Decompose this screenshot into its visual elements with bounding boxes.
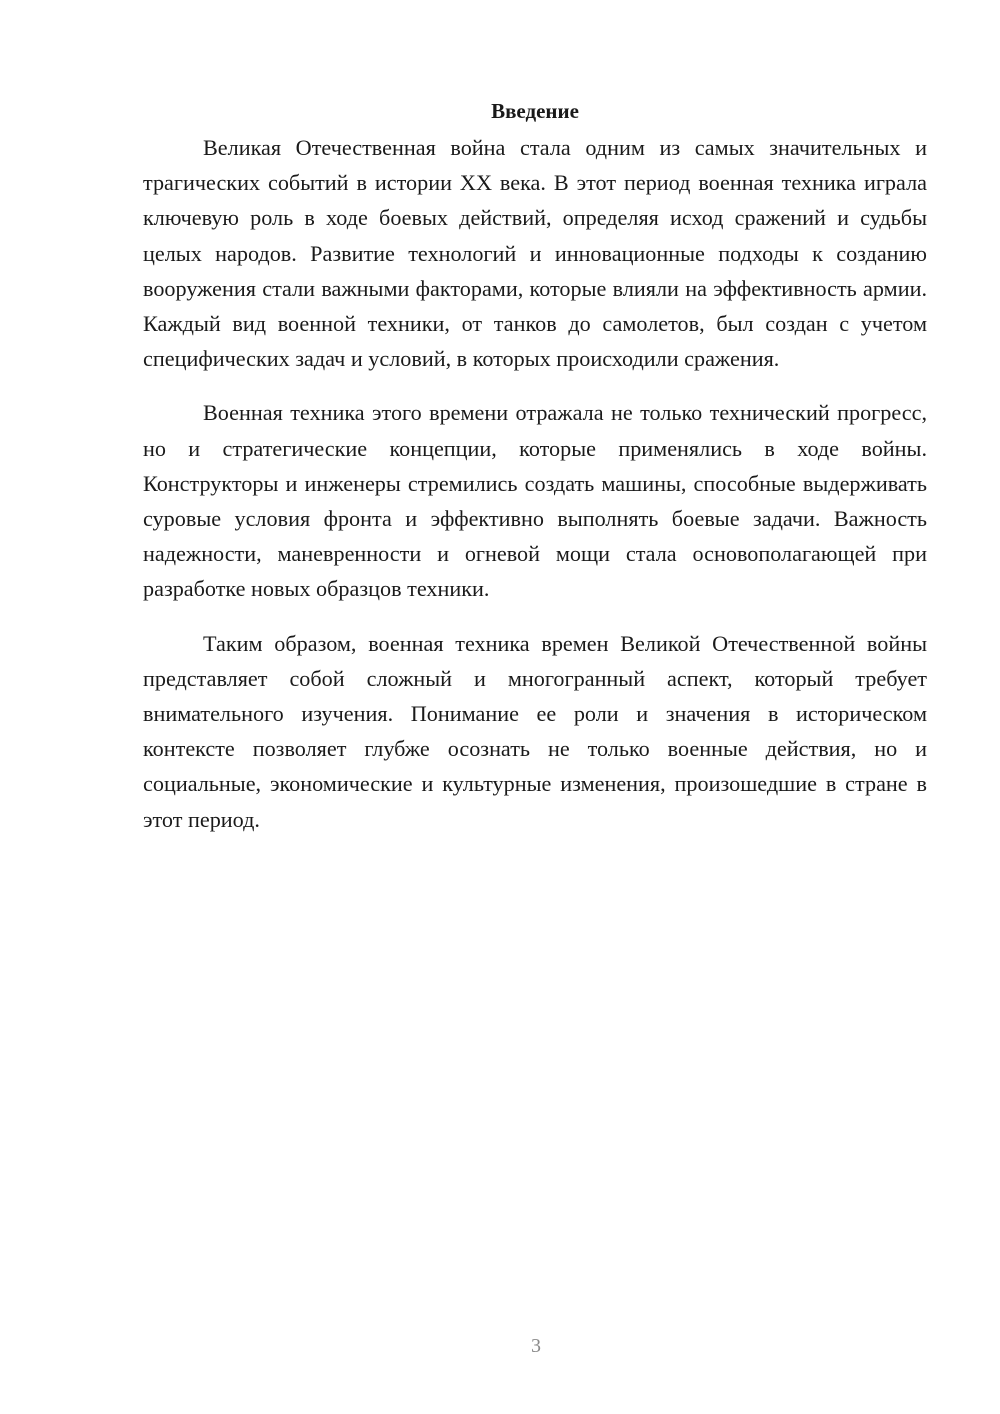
paragraph: Великая Отечественная война стала одним из самых значительных и трагических событий в истории XX века. В этот период военная техника играла ключевую роль в ходе боевых действий, определяя исход сражений и судьбы целых народов. Развитие технологий и инновационные подходы к созданию вооружения стали важными факторами, которые влияли на эффективность армии. Каждый вид военной техники, от танков до самолетов, был создан с учетом специфических задач и условий, в которых происходили сражения. bbox=[143, 135, 927, 372]
page-number: 3 bbox=[531, 1335, 541, 1357]
paragraph: Таким образом, военная техника времен Великой Отечественной войны представляет собой сложный и многогранный аспект, который требует внимательного изучения. Понимание ее роли и значения в историческом контексте позволяет глубже осознать не только военные действия, но и социальные, экономические и культурные изменения, произошедшие в стране в этот период. bbox=[143, 630, 927, 832]
section-heading: Введение bbox=[491, 99, 579, 123]
page-body bbox=[143, 96, 927, 837]
paragraph: Военная техника этого времени отражала не только технический прогресс, но и стратегические концепции, которые применялись в ходе войны. Конструкторы и инженеры стремились создать машины, способные выдерживать суровые условия фронта и эффективно выполнять боевые задачи. Важность надежности, маневренности и огневой мощи стала основополагающей при разработке новых образцов техники. bbox=[143, 400, 927, 602]
